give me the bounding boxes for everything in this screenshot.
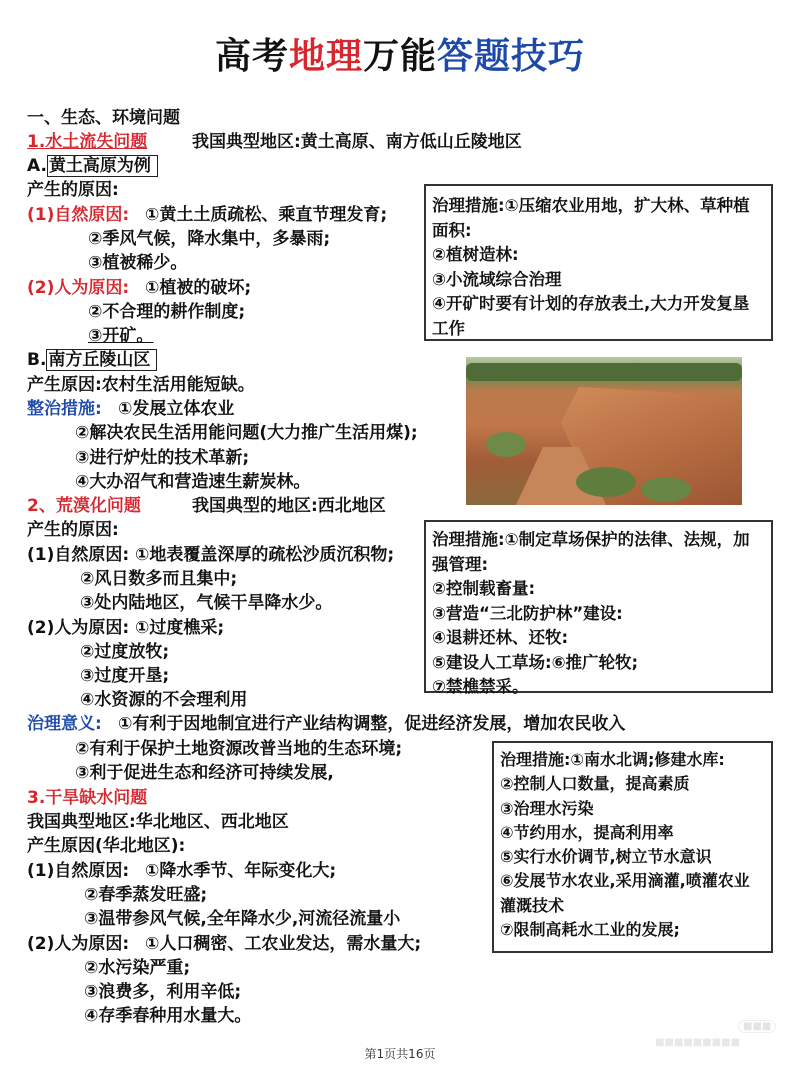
watermark-text: ■■■■■■■■■: [655, 1037, 741, 1048]
significance-2: ②有利于保护土地资源改普当地的生态环境;: [75, 739, 403, 759]
human-cause-1: ①过度樵采;: [135, 618, 225, 638]
human-cause-label: (2)人为原因:: [27, 618, 130, 638]
measure-item: ③营造“三北防护林”建设:: [432, 603, 623, 623]
human-cause-4: ④存季春种用水量大。: [84, 1006, 252, 1026]
southern-measure-2: ②解决农民生活用能问题(大力推广生活用煤);: [75, 423, 418, 443]
loess-plateau-label: [27, 154, 158, 178]
natural-cause-2: ②春季蒸发旺盛;: [84, 885, 208, 905]
natural-cause-1: ①黄土土质疏松、乘直节理发育;: [145, 205, 388, 225]
southern-measure-1: ①发展立体农业: [118, 399, 235, 419]
measure-item: ⑤建设人工草场:⑥推广轮牧;: [432, 652, 639, 672]
drought-heading: 3.干旱缺水问题: [27, 788, 148, 808]
drought-region: 我国典型地区:华北地区、西北地区: [27, 812, 289, 832]
measure-item: ②植树造林:: [432, 245, 519, 264]
natural-cause-label: (1)自然原因:: [27, 205, 130, 225]
title-part-4: 答题技巧: [437, 36, 586, 77]
desertification-region: 我国典型的地区:西北地区: [192, 496, 386, 516]
human-cause-label: (2)人为原因:: [27, 934, 130, 954]
measure-item: ⑤实行水价调节,树立节水意识: [500, 847, 712, 867]
drought-measures-box: [492, 741, 773, 953]
natural-cause-3: ③温带参风气候,全年降水少,河流径流量小: [84, 909, 401, 929]
human-cause-3: ③开矿。: [88, 326, 154, 346]
natural-cause-2: ②季风气候，降水集中，多暴雨;: [88, 229, 331, 249]
eroded-gully-photo: [466, 357, 742, 505]
human-cause-2: ②不合理的耕作制度;: [88, 302, 246, 322]
measure-item: ③小流域综合治理: [432, 269, 562, 289]
measure-item: ④开矿时要有计划的存放表土,大力开发复垦工作: [432, 294, 750, 338]
measure-item: ④退耕还林、还牧:: [432, 628, 569, 647]
measure-item: ②控制载畜量:: [432, 579, 536, 598]
label-prefix: A.: [27, 156, 47, 176]
human-cause-3: ③过度开垦;: [80, 666, 170, 686]
human-cause-4: ④水资源的不会理利用: [80, 690, 248, 710]
soil-erosion-measures-box: [424, 184, 773, 341]
human-cause-2: ②水污染严重;: [84, 958, 191, 978]
desertification-measures-box: [424, 520, 773, 696]
human-cause-3: ③浪费多，利用辛低;: [84, 982, 242, 1002]
significance-1: ①有利于因地制宜进行产业结构调整，促进经济发展，增加农民收入: [118, 714, 626, 734]
boxed-label: 南方丘陵山区: [46, 349, 157, 371]
measure-item: ②控制人口数量，提高素质: [500, 774, 690, 794]
human-cause-2: ②过度放牧;: [80, 642, 170, 662]
natural-cause-3: ③处内陆地区，气候干旱降水少。: [80, 593, 333, 613]
desertification-heading: 2、荒漠化问题: [27, 496, 141, 516]
southern-cause: 产生原因:农村生活用能短缺。: [27, 375, 255, 395]
page-indicator: 第1页共16页: [364, 1047, 436, 1061]
measure-item: ⑦禁樵禁采。: [432, 677, 529, 696]
title-part-1: 高考: [214, 36, 289, 77]
southern-measures-label: 整治措施:: [27, 399, 102, 419]
title-part-3: 万能: [363, 36, 438, 77]
natural-cause-label: (1)自然原因:: [27, 545, 130, 565]
natural-cause-3: ③植被稀少。: [88, 253, 188, 273]
boxed-label: 黄土高原为例: [47, 155, 158, 177]
southern-measure-3: ③进行炉灶的技术革新;: [75, 448, 250, 468]
title-part-2: 地理: [288, 36, 363, 77]
measure-item: ⑦限制高耗水工业的发展;: [500, 920, 680, 940]
natural-cause-1: ①地表覆盖深厚的疏松沙质沉积物;: [135, 545, 395, 565]
label-prefix: B.: [27, 350, 47, 370]
watermark-badge: ​■■■: [738, 1020, 776, 1033]
significance-label: 治理意义:: [27, 714, 102, 734]
natural-cause-label: (1)自然原因:: [27, 861, 130, 881]
human-cause-label: (2)人为原因:: [27, 278, 130, 298]
section-heading: 一、生态、环境问题: [27, 108, 180, 128]
measure-item: ③治理水污染: [500, 798, 594, 818]
cause-heading: 产生的原因:: [27, 180, 119, 200]
cause-heading: 产生的原因:: [27, 520, 119, 540]
southern-hills-label: [27, 348, 157, 372]
natural-cause-2: ②风日数多而且集中;: [80, 569, 238, 589]
natural-cause-1: ①降水季节、年际变化大;: [145, 861, 337, 881]
measure-item: 治理措施:①压缩农业用地，扩大林、草种植面积:: [432, 196, 750, 240]
measure-item: 治理措施:①南水北调;修建水库:: [500, 750, 725, 769]
measure-item: ⑥发展节水农业,采用滴灌,喷灌农业灌溉技术: [500, 871, 750, 915]
measure-item: ④节约用水，提高利用率: [500, 822, 674, 842]
significance-3: ③利于促进生态和经济可持续发展,: [75, 763, 334, 783]
human-cause-1: ①植被的破坏;: [145, 278, 252, 298]
measure-item: 治理措施:①制定草场保护的法律、法规，加强管理:: [432, 530, 750, 574]
southern-measure-4: ④大办沼气和营造速生薪炭林。: [75, 472, 311, 492]
soil-erosion-region: 我国典型地区:黄土高原、南方低山丘陵地区: [192, 132, 522, 152]
cause-heading: 产生原因(华北地区):: [27, 836, 186, 856]
human-cause-1: ①人口稠密、工农业发达，需水量大;: [145, 934, 422, 954]
soil-erosion-heading: 1.水土流失问题: [27, 132, 148, 152]
page-title: [0, 28, 800, 79]
